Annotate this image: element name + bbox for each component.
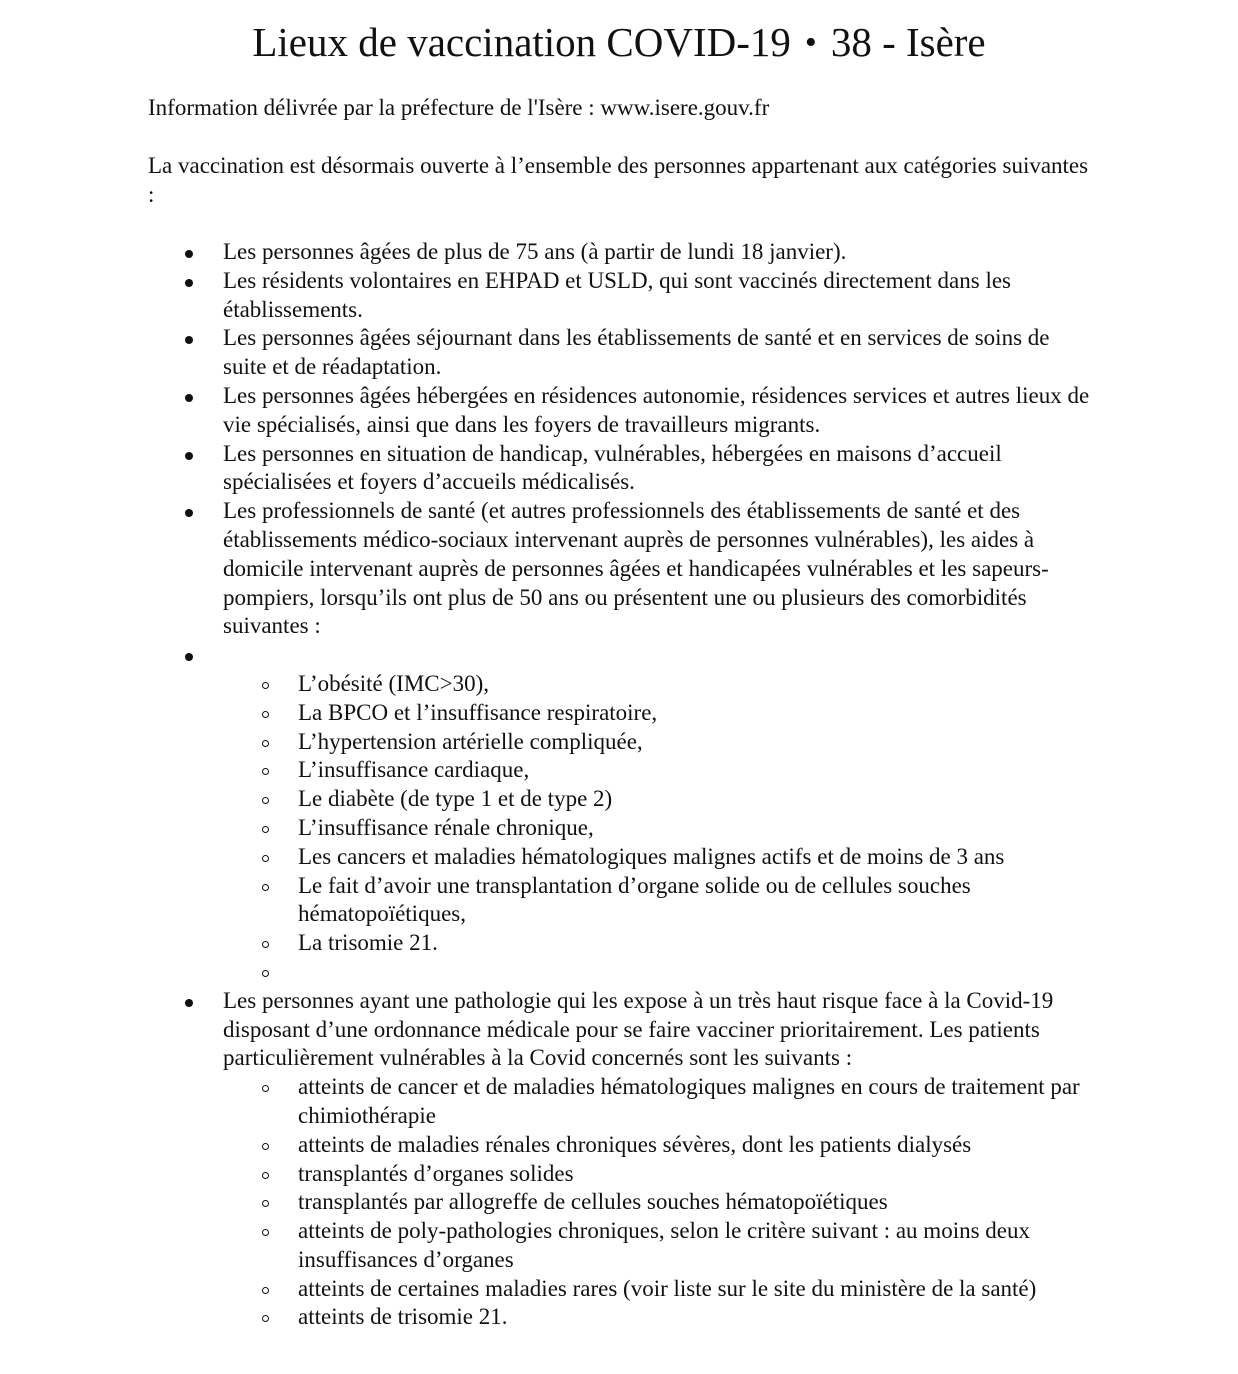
- source-line: Information délivrée par la préfecture de l'Isère : www.isere.gouv.fr: [148, 95, 770, 120]
- sub-list-item: [223, 1160, 1098, 1189]
- sub-list-item: [223, 1073, 1098, 1131]
- sub-list-item: [223, 1217, 1098, 1275]
- list-item-text: Les personnes âgées de plus de 75 ans (à partir de lundi 18 janvier).: [223, 239, 847, 264]
- list-item-text: Les personnes âgées hébergées en résidences autonomie, résidences services et autres lieux de vie spécialisés, ainsi que dans les foyers de travailleurs migrants.: [223, 382, 1090, 437]
- empty-line: [223, 641, 1098, 670]
- circle-bullet-icon: [261, 785, 275, 814]
- sub-list-item-text: atteints de certaines maladies rares (voir liste sur le site du ministère de la santé): [298, 1275, 1037, 1301]
- circle-bullet-icon: [261, 1275, 275, 1304]
- comorbidities-item: [148, 641, 1098, 987]
- list-item-text: Les professionnels de santé (et autres professionnels des établissements de santé et des établissements médico-sociaux intervenant auprès de personnes vulnérables), les aides à domicile intervenant auprès de personnes âgées et handicapées vulnérables et les sapeurs-pompiers, lorsqu’ils ont plus de 50 ans ou présentent une ou plusieurs des comorbidités suivantes :: [223, 498, 1049, 639]
- sub-list-item-text: atteints de trisomie 21.: [298, 1304, 508, 1330]
- sub-list-item: [223, 728, 1098, 757]
- sub-list-item-text: L’insuffisance rénale chronique,: [298, 814, 594, 840]
- list-item: [148, 238, 1098, 267]
- sub-list-item-text: Les cancers et maladies hématologiques malignes actifs et de moins de 3 ans: [298, 843, 1005, 869]
- sub-list-item: [223, 699, 1098, 728]
- circle-bullet-icon: [261, 929, 275, 958]
- list-item: [148, 324, 1098, 382]
- comorbidities-list: [223, 670, 1098, 987]
- title-text: Lieux de vaccination COVID-19: [252, 19, 791, 65]
- circle-bullet-icon: [261, 958, 275, 987]
- sub-list-item: [223, 814, 1098, 843]
- list-item-text: Les personnes ayant une pathologie qui les expose à un très haut risque face à la Covid-19 disposant d’une ordonnance médicale pour se faire vacciner prioritairement. Les patients particulièrement vulnérables à la Covid concernés sont les suivants :: [223, 987, 1054, 1071]
- circle-bullet-icon: [261, 1303, 275, 1332]
- circle-bullet-icon: [261, 1217, 275, 1246]
- sub-list-item: [223, 1275, 1098, 1304]
- circle-bullet-icon: [261, 728, 275, 757]
- sub-list-item: [223, 1303, 1098, 1332]
- sub-list-item-empty: [223, 958, 1098, 987]
- sub-list-item: [223, 1131, 1098, 1160]
- circle-bullet-icon: [261, 843, 275, 872]
- list-item-text: Les personnes âgées séjournant dans les établissements de santé et en services de soins de suite et de réadaptation.: [223, 325, 1050, 380]
- sub-list-item-text: atteints de maladies rénales chroniques sévères, dont les patients dialysés: [298, 1131, 972, 1157]
- circle-bullet-icon: [261, 1160, 275, 1189]
- sub-list-item: [223, 1188, 1098, 1217]
- list-item: [148, 497, 1098, 641]
- sub-list-item: [223, 929, 1098, 958]
- circle-bullet-icon: [261, 1131, 275, 1160]
- title-separator: •: [804, 24, 817, 61]
- page-title: [0, 14, 1238, 74]
- sub-list-item-text: transplantés par allogreffe de cellules souches hématopoïétiques: [298, 1189, 888, 1215]
- empty-line: [298, 958, 1098, 987]
- list-item: [148, 267, 1098, 325]
- list-item-text: Les résidents volontaires en EHPAD et USLD, qui sont vaccinés directement dans les établissements.: [223, 267, 1012, 322]
- sub-list-item-text: L’insuffisance cardiaque,: [298, 757, 530, 783]
- high-risk-patients-list: [223, 1073, 1098, 1332]
- high-risk-item: [148, 987, 1098, 1333]
- intro-paragraph: La vaccination est désormais ouverte à l’ensemble des personnes appartenant aux catégories suivantes :: [148, 152, 1089, 207]
- list-item-text: Les personnes en situation de handicap, vulnérables, hébergées en maisons d’accueil spécialisées et foyers d’accueils médicalisés.: [223, 440, 1002, 495]
- sub-list-item-text: Le fait d’avoir une transplantation d’organe solide ou de cellules souches hématopoïétiques,: [298, 872, 971, 927]
- circle-bullet-icon: [261, 1073, 275, 1102]
- sub-list-item: [223, 756, 1098, 785]
- sub-list-item-text: Le diabète (de type 1 et de type 2): [298, 786, 613, 812]
- sub-list-item: [223, 785, 1098, 814]
- list-item: [148, 382, 1098, 440]
- sub-list-item-text: atteints de cancer et de maladies hématologiques malignes en cours de traitement par chimiothérapie: [298, 1074, 1080, 1128]
- circle-bullet-icon: [261, 756, 275, 785]
- circle-bullet-icon: [261, 814, 275, 843]
- sub-list-item-text: L’obésité (IMC>30),: [298, 670, 489, 696]
- sub-list-item-text: L’hypertension artérielle compliquée,: [298, 728, 643, 754]
- eligible-categories-list: [148, 238, 1098, 1332]
- sub-list-item-text: La trisomie 21.: [298, 930, 438, 956]
- sub-list-item-text: La BPCO et l’insuffisance respiratoire,: [298, 699, 658, 725]
- sub-list-item: [223, 670, 1098, 699]
- sub-list-item: [223, 872, 1098, 930]
- sub-list-item: [223, 843, 1098, 872]
- sub-list-item-text: atteints de poly-pathologies chroniques, selon le critère suivant : au moins deux insuffisances d’organes: [298, 1218, 1030, 1272]
- intro-section: [148, 94, 1098, 209]
- title-department: 38 - Isère: [830, 19, 986, 65]
- sub-list-item-text: transplantés d’organes solides: [298, 1160, 574, 1186]
- circle-bullet-icon: [261, 1188, 275, 1217]
- circle-bullet-icon: [261, 699, 275, 728]
- list-item: [148, 440, 1098, 498]
- circle-bullet-icon: [261, 872, 275, 901]
- circle-bullet-icon: [261, 670, 275, 699]
